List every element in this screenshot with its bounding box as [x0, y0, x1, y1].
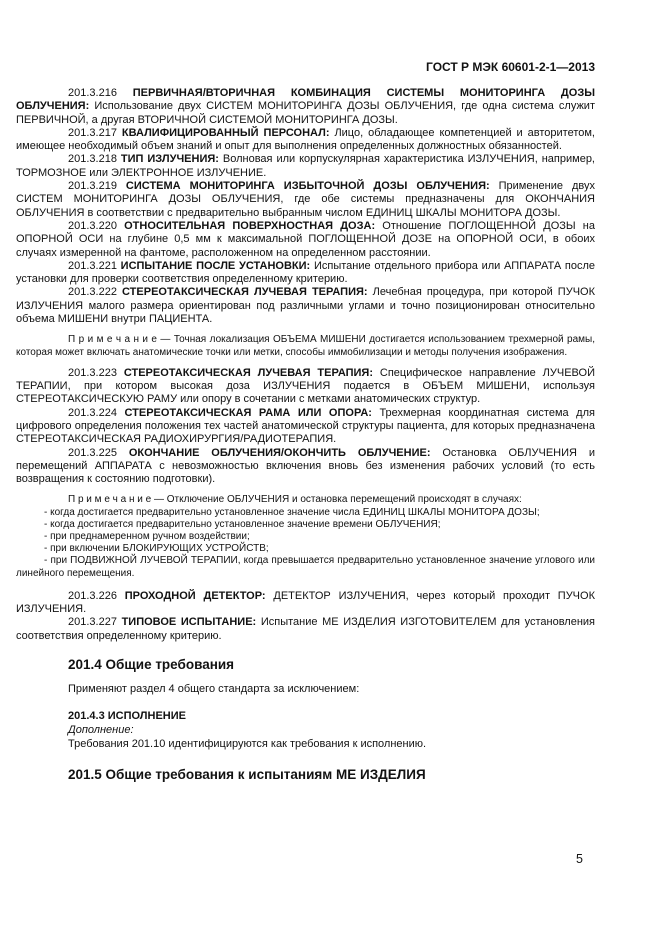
definition-text: Специфическое направление ЛУЧЕВОЙ ТЕРАПИИ, при котором высокая доза ИЗЛУЧЕНИЯ подается в ОБЪЕМ МИШЕНИ, используя СТЕРЕОТАКСИЧЕСКУЮ РАМУ или опору в сочетании с метками анатомических структур.	[16, 366, 595, 406]
definition-201-3-222	[16, 286, 595, 326]
note-201-3-225	[16, 494, 595, 579]
definition-201-3-216	[16, 87, 595, 127]
definition-text: Волновая или корпускулярная характеристика ИЗЛУЧЕНИЯ, например, ТОРМОЗНОЕ или ЭЛЕКТРОННОЕ ИЗЛУЧЕНИЕ.	[16, 153, 595, 179]
definition-term: ОКОНЧАНИЕ ОБЛУЧЕНИЯ/ОКОНЧИТЬ ОБЛУЧЕНИЕ:	[128, 446, 431, 459]
definition-text: Трехмерная координатная система для цифрового определения положения тех частей анатомической структуры пациента, для которых предназначена СТЕРЕОТАКСИЧЕСКАЯ РАДИОХИРУРГИЯ/РАДИОТЕРАПИЯ.	[16, 406, 595, 446]
section-201-4-body: Применяют раздел 4 общего стандарта за исключением:	[68, 683, 360, 696]
definition-201-3-224	[16, 407, 595, 447]
definition-201-3-220	[16, 220, 595, 260]
definition-text: Использование двух СИСТЕМ МОНИТОРИНГА ДОЗЫ ОБЛУЧЕНИЯ, где одна система служит ПЕРВИЧНОЙ, а другая ВТОРИЧНОЙ СИСТЕМОЙ МОНИТОРИНГА ДОЗЫ.	[16, 100, 595, 126]
definition-201-3-223	[16, 367, 595, 407]
definition-number: 201.3.224	[68, 406, 117, 419]
definition-text: Испытание отдельного прибора или АППАРАТА после установки для проверки соответствия определенному критерию.	[16, 259, 595, 286]
definition-text: Лицо, обладающее компетенцией и авторитетом, имеющее необходимый объем знаний и опыт для выполнения определенных должностных обязанностей.	[16, 126, 595, 153]
definition-number: 201.3.219	[68, 180, 117, 193]
addition-label: Дополнение:	[68, 724, 134, 737]
note-label: П р и м е ч а н и е	[68, 494, 152, 506]
subsection-heading-201-4-3: 201.4.3 ИСПОЛНЕНИЕ	[68, 710, 186, 723]
definition-number: 201.3.220	[68, 219, 117, 232]
definition-201-3-225	[16, 447, 595, 487]
note-label: П р и м е ч а н и е	[68, 334, 157, 346]
definition-text: Лечебная процедура, при которой ПУЧОК ИЗЛУЧЕНИЯ малого размера ориентирован под различными углами и точно позиционирован относительно объема МИШЕНИ внутри ПАЦИЕНТА.	[16, 286, 595, 326]
definition-term: КВАЛИФИЦИРОВАННЫЙ ПЕРСОНАЛ:	[121, 126, 330, 139]
page-header	[16, 60, 595, 74]
page-number: 5	[576, 852, 583, 866]
definition-number: 201.3.227	[68, 616, 117, 629]
section-heading-201-4: 201.4 Общие требования	[68, 657, 235, 673]
definition-201-3-226	[16, 590, 595, 617]
definition-text: Применение двух СИСТЕМ МОНИТОРИНГА ДОЗЫ ОБЛУЧЕНИЯ, где обе системы предназначены для ОКОНЧАНИЯ ОБЛУЧЕНИЯ в соответствии с предварительно выбранным числом ЕДИНИЦ ШКАЛЫ МОНИТОРА ДОЗЫ.	[16, 180, 595, 219]
note-list-item: - когда достигается предварительно установленное значение числа ЕДИНИЦ ШКАЛЫ МОНИТОРА ДОЗЫ;	[44, 506, 540, 518]
definition-text: Остановка ОБЛУЧЕНИЯ и перемещений АППАРАТА с невозможностью включения вновь без изменения рабочих условий (то есть возвращения к состоянию подготовки).	[16, 446, 595, 486]
note-list-item: - при ПОДВИЖНОЙ ЛУЧЕВОЙ ТЕРАПИИ, когда превышается предварительно установленное значение углового или линейного перемещения.	[16, 555, 595, 579]
definition-text: ДЕТЕКТОР ИЗЛУЧЕНИЯ, через который проходит ПУЧОК ИЗЛУЧЕНИЯ.	[16, 589, 595, 616]
definition-term: ОТНОСИТЕЛЬНАЯ ПОВЕРХНОСТНАЯ ДОЗА:	[124, 219, 376, 232]
definition-term: СТЕРЕОТАКСИЧЕСКАЯ РАМА ИЛИ ОПОРА:	[124, 406, 372, 419]
addition-text: Требования 201.10 идентифицируются как требования к исполнению.	[68, 737, 427, 750]
definition-term: СИСТЕМА МОНИТОРИНГА ИЗБЫТОЧНОЙ ДОЗЫ ОБЛУЧЕНИЯ:	[125, 180, 490, 193]
definition-201-3-227	[16, 616, 595, 643]
definition-number: 201.3.223	[68, 366, 117, 379]
definition-number: 201.3.226	[68, 589, 117, 602]
definition-term: ПЕРВИЧНАЯ/ВТОРИЧНАЯ КОМБИНАЦИЯ СИСТЕМЫ МОНИТОРИНГА ДОЗЫ ОБЛУЧЕНИЯ:	[16, 87, 595, 113]
content	[16, 87, 595, 783]
definition-term: ТИПОВОЕ ИСПЫТАНИЕ:	[121, 616, 257, 629]
definition-number: 201.3.221	[68, 259, 117, 272]
definition-text: Испытание МЕ ИЗДЕЛИЯ ИЗГОТОВИТЕЛЕМ для установления соответствия определенному критерию.	[16, 616, 595, 642]
definition-number: 201.3.217	[68, 126, 117, 139]
definition-text: Отношение ПОГЛОЩЕННОЙ ДОЗЫ на ОПОРНОЙ ОСИ на глубине 0,5 мм к максимальной ПОГЛОЩЕННОЙ ДОЗЕ на ОПОРНОЙ ОСИ, в обоих случаях измеренной на фантоме, расположенном на определенном расстоянии.	[16, 219, 595, 259]
note-list-item: - при включении БЛОКИРУЮЩИХ УСТРОЙСТВ;	[44, 543, 269, 555]
note-intro	[16, 494, 595, 506]
note-text: — Точная локализация ОБЪЕМА МИШЕНИ достигается использованием трехмерной рамы, которая может включать анатомические точки или метки, способы иммобилизации и методы получения изображения.	[16, 334, 595, 358]
definition-number: 201.3.222	[68, 286, 117, 299]
note-201-3-222	[16, 334, 595, 358]
definition-term: СТЕРЕОТАКСИЧЕСКАЯ ЛУЧЕВАЯ ТЕРАПИЯ:	[122, 286, 368, 299]
note-list-item: - когда достигается предварительно установленное значение времени ОБЛУЧЕНИЯ;	[44, 518, 441, 530]
definition-201-3-218	[16, 153, 595, 180]
note-intro-text: — Отключение ОБЛУЧЕНИЯ и остановка перемещений происходят в случаях:	[154, 494, 522, 506]
definition-term: ПРОХОДНОЙ ДЕТЕКТОР:	[124, 589, 266, 602]
definition-201-3-217	[16, 127, 595, 154]
doc-code: ГОСТ Р МЭК 60601-2-1—2013	[426, 60, 595, 74]
definition-term: ИСПЫТАНИЕ ПОСЛЕ УСТАНОВКИ:	[120, 259, 311, 272]
section-heading-201-5: 201.5 Общие требования к испытаниям МЕ ИЗДЕЛИЯ	[68, 766, 426, 782]
definition-term: ТИП ИЗЛУЧЕНИЯ:	[120, 153, 219, 166]
definition-number: 201.3.218	[68, 153, 117, 166]
definition-201-3-221	[16, 260, 595, 287]
definition-number: 201.3.216	[68, 87, 117, 99]
definition-number: 201.3.225	[68, 446, 117, 459]
definition-201-3-219	[16, 180, 595, 220]
definition-term: СТЕРЕОТАКСИЧЕСКАЯ ЛУЧЕВАЯ ТЕРАПИЯ:	[123, 366, 373, 379]
note-list-item: - при преднамеренном ручном воздействии;	[44, 531, 250, 543]
